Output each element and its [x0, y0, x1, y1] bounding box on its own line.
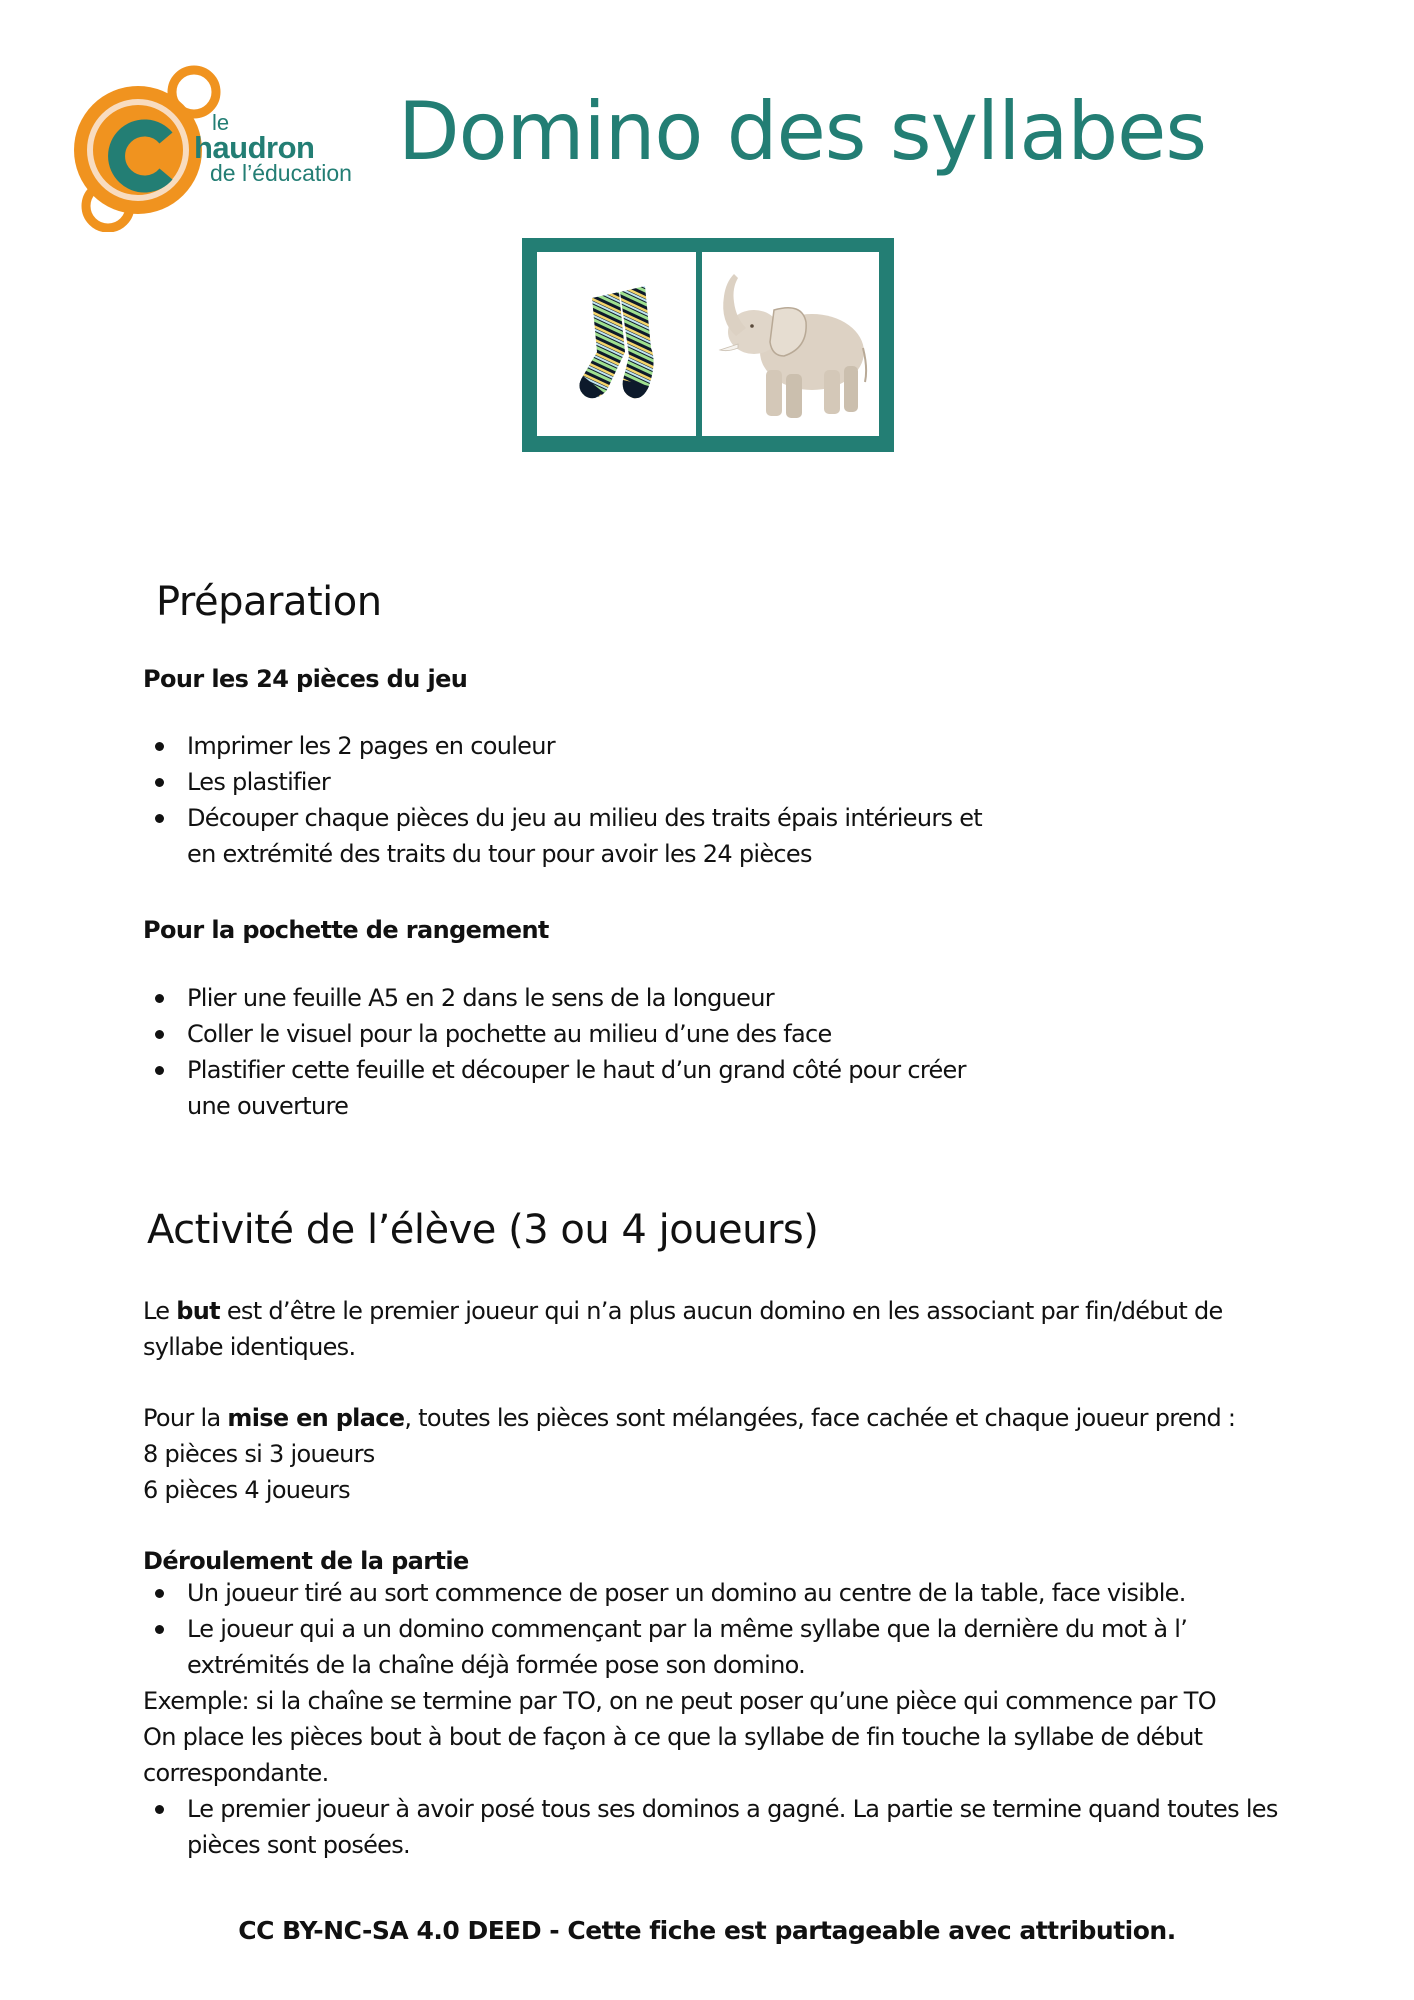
logo-text-de-leducation: de l’éducation	[210, 160, 352, 186]
logo-text-le: le	[212, 110, 230, 135]
list-item	[143, 1611, 1187, 1683]
list-item	[143, 1575, 1187, 1611]
paragraph-setup	[143, 1400, 1235, 1508]
list-item-text: Le premier joueur à avoir posé tous ses dominos a gagné. La partie se termine quand toutes les	[187, 1795, 1278, 1823]
placement-text-line1: On place les pièces bout à bout de façon à ce que la syllabe de fin touche la syllabe de début	[143, 1723, 1203, 1751]
list-item-text: une ouverture	[187, 1092, 349, 1120]
list-item-text: pièces sont posées.	[187, 1831, 410, 1859]
section-heading-activity: Activité de l’élève (3 ou 4 joueurs)	[147, 1207, 819, 1253]
list-item-text: Un joueur tiré au sort commence de poser un domino au centre de la table, face visible.	[187, 1579, 1186, 1607]
elephant-icon	[702, 252, 879, 436]
bullet-icon	[155, 1066, 164, 1075]
list-pieces	[143, 728, 982, 872]
list-item-text: Découper chaque pièces du jeu au milieu des traits épais intérieurs et	[187, 804, 983, 832]
example-text: Exemple: si la chaîne se termine par TO, on ne peut poser qu’une pièce qui commence par TO	[143, 1687, 1216, 1715]
bullet-icon	[155, 1625, 164, 1634]
domino-cell-elephant	[702, 252, 879, 436]
list-item-text: Les plastifier	[187, 768, 330, 796]
list-item-text: en extrémité des traits du tour pour avoir les 24 pièces	[187, 840, 812, 868]
list-item-text: Coller le visuel pour la pochette au milieu d’une des face	[187, 1020, 832, 1048]
goal-text-bold: but	[176, 1297, 220, 1325]
subheading-pouch: Pour la pochette de rangement	[143, 916, 549, 944]
setup-text-pre: Pour la	[143, 1404, 228, 1432]
page-title: Domino des syllabes	[398, 85, 1207, 178]
list-item-text: extrémités de la chaîne déjà formée pose son domino.	[187, 1651, 806, 1679]
section-heading-preparation: Préparation	[156, 579, 382, 625]
goal-text-post: est d’être le premier joueur qui n’a plus aucun domino en les associant par fin/début de	[219, 1297, 1223, 1325]
list-item-text: Le joueur qui a un domino commençant par la même syllabe que la dernière du mot à l’	[187, 1615, 1188, 1643]
subheading-progress: Déroulement de la partie	[143, 1547, 469, 1575]
list-pouch	[143, 980, 966, 1124]
list-item	[143, 980, 966, 1016]
logo-initial-c	[102, 116, 182, 196]
list-item-text: Plier une feuille A5 en 2 dans le sens de la longueur	[187, 984, 774, 1012]
bullet-icon	[155, 994, 164, 1003]
list-item	[143, 764, 982, 800]
bullet-icon	[155, 1805, 164, 1814]
goal-text-pre: Le	[143, 1297, 177, 1325]
bullet-icon	[155, 1030, 164, 1039]
bullet-icon	[155, 1589, 164, 1598]
license-footer: CC BY-NC-SA 4.0 DEED - Cette fiche est partageable avec attribution.	[238, 1916, 1176, 1945]
bullet-icon	[155, 778, 164, 787]
placement-text-line2: correspondante.	[143, 1759, 329, 1787]
paragraph-example	[143, 1683, 1216, 1791]
logo-text-chaudron: haudron	[194, 130, 315, 165]
list-progress-a	[143, 1575, 1187, 1683]
setup-3-players: 8 pièces si 3 joueurs	[143, 1440, 375, 1468]
bullet-icon	[155, 814, 164, 823]
list-item	[143, 800, 982, 872]
subheading-pieces: Pour les 24 pièces du jeu	[143, 665, 468, 693]
bullet-icon	[155, 742, 164, 751]
list-progress-b	[143, 1791, 1278, 1863]
list-item-text: Plastifier cette feuille et découper le haut d’un grand côté pour créer	[187, 1056, 966, 1084]
socks-icon	[537, 252, 696, 436]
paragraph-goal	[143, 1293, 1223, 1365]
setup-4-players: 6 pièces 4 joueurs	[143, 1476, 350, 1504]
logo	[72, 62, 382, 232]
domino-cell-socks	[537, 252, 696, 436]
goal-text-line2: syllabe identiques.	[143, 1333, 356, 1361]
list-item	[143, 728, 982, 764]
list-item	[143, 1052, 966, 1124]
list-item-text: Imprimer les 2 pages en couleur	[187, 732, 555, 760]
setup-text-bold: mise en place	[227, 1404, 405, 1432]
list-item	[143, 1791, 1278, 1863]
domino-example	[522, 238, 894, 452]
setup-text-post: , toutes les pièces sont mélangées, face cachée et chaque joueur prend :	[404, 1404, 1236, 1432]
list-item	[143, 1016, 966, 1052]
